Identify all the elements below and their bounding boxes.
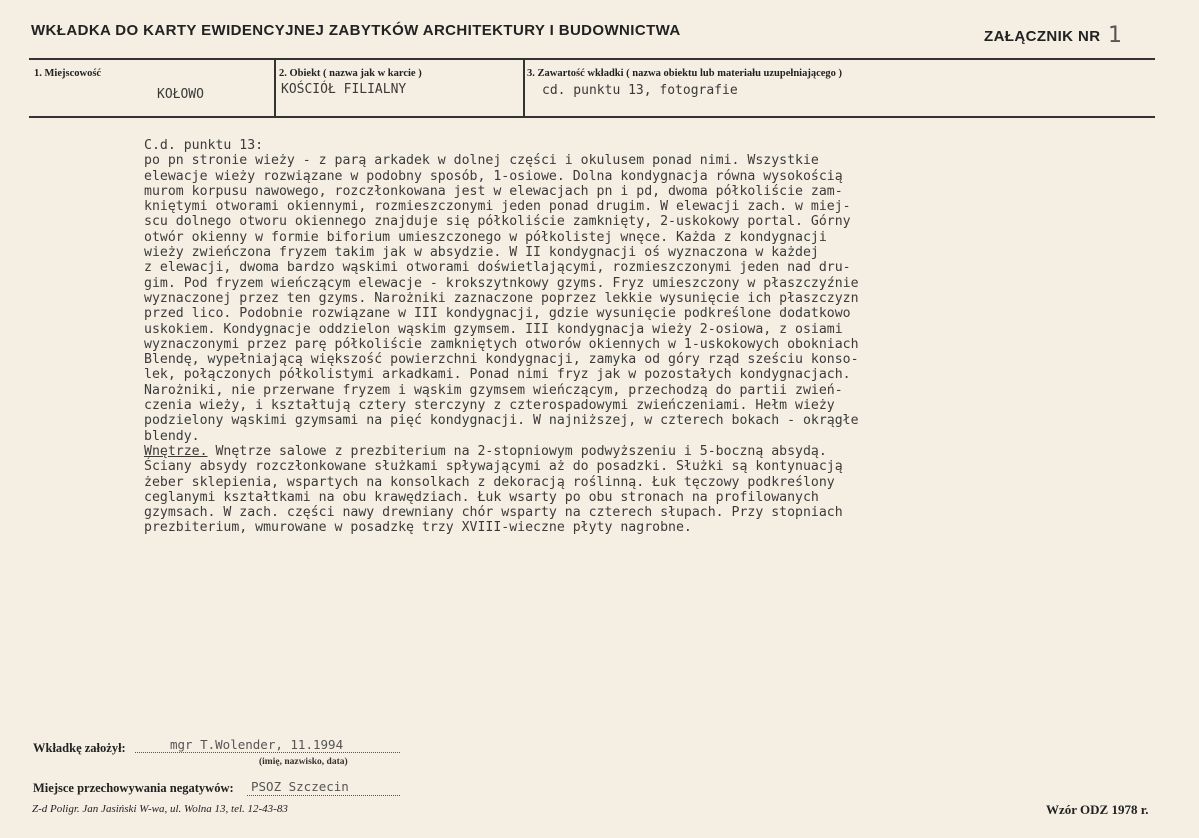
interior-line: gzymsach. W zach. części nawy drewniany chór wsparty na czterech słupach. Przy stopniach: [144, 505, 843, 521]
description-line: wieży zwieńczona fryzem takim jak w absydzie. W II kondygnacji oś wyznaczona w każdej: [144, 245, 819, 261]
description-paragraph: [144, 138, 1044, 444]
negatives-dotted-line: [247, 795, 400, 796]
description-line: po pn stronie wieży - z parą arkadek w dolnej części i okulusem ponad nimi. Wszystkie: [144, 153, 819, 169]
interior-heading: Wnętrze.: [144, 443, 208, 459]
printer-imprint: Z-d Poligr. Jan Jasiński W-wa, ul. Wolna 13, tel. 12-43-83: [32, 803, 288, 815]
author-label: Wkładkę założył:: [33, 741, 126, 755]
object-label: 2. Obiekt ( nazwa jak w karcie ): [279, 68, 422, 79]
interior-line: Ściany absydy rozczłonkowane służkami spływającymi aż do posadzki. Służki są kontynuacją: [144, 459, 843, 475]
interior-line: ceglanymi kształtkami na obu krawędziach. Łuk wsarty po obu stronach na profilowanych: [144, 489, 819, 505]
annex-number: 1: [1108, 23, 1123, 48]
description-line: scu dolnego otworu okiennego znajduje się półkoliście zamknięty, 2-uskokowy portal. Górny: [144, 214, 851, 230]
bottom-rule: [29, 116, 1155, 118]
interior-line: żeber sklepienia, wspartych na konsolkach z dekoracją roślinną. Łuk tęczowy podkreślony: [144, 474, 835, 490]
description-line: elewacje wieży rozwiązane w podobny sposób, 1-osiowe. Dolna kondygnacja równa wysokością: [144, 168, 843, 184]
description-body: [144, 138, 1044, 536]
description-line: uskokiem. Kondygnacje oddzielon wąskim gzymsem. III kondygnacja wieży 2-osiowa, z osiami: [144, 321, 843, 337]
description-line: murom korpusu nawowego, rozczłonkowana jest w elewacjach pn i pd, dwoma półkoliście zam-: [144, 183, 843, 199]
author-dotted-line: [135, 752, 400, 753]
description-line: Blendę, wypełniającą większość powierzchni kondygnacji, zamyka od góry rząd sześciu konso-: [144, 352, 859, 368]
description-line: blendy.: [144, 428, 200, 444]
description-line: kniętymi otworami okiennymi, rozmieszczonymi jeden ponad drugim. W elewacji zach. w miej-: [144, 199, 851, 215]
form-model: Wzór ODZ 1978 r.: [1046, 802, 1149, 817]
annex-label: [984, 22, 1122, 47]
continuation-heading: C.d. punktu 13:: [144, 138, 264, 153]
description-line: z elewacji, dwoma bardzo wąskimi otworami doświetlającymi, rozmieszczonymi jeden nad dru-: [144, 260, 851, 276]
description-line: wyznaczonej przez ten gzyms. Narożniki zaznaczone poprzez lekkie wysunięcie ich płaszczyzn: [144, 290, 859, 306]
description-line: Narożniki, nie przerwane fryzem i wąskim gzymsem wieńczącym, przechodzą do partii zwień-: [144, 382, 843, 398]
object-value: KOŚCIÓŁ FILIALNY: [281, 82, 407, 97]
locality-value: KOŁOWO: [157, 87, 204, 102]
description-line: gim. Pod fryzem wieńczącym elewacje - krokszytnkowy gzyms. Fryz umieszczony w płaszczyźnie: [144, 275, 859, 291]
interior-paragraph-first-line: [144, 444, 1044, 459]
negatives-label: Miejsce przechowywania negatywów:: [33, 781, 234, 795]
author-caption: (imię, nazwisko, data): [259, 757, 348, 767]
interior-line: prezbiterium, wmurowane w posadzkę trzy XVIII-wieczne płyty nagrobne.: [144, 520, 692, 536]
content-label: 3. Zawartość wkładki ( nazwa obiektu lub materiału uzupełniającego ): [527, 68, 843, 79]
author-value: mgr T.Wolender, 11.1994: [170, 737, 344, 752]
top-rule: [29, 58, 1155, 60]
document-title: WKŁADKA DO KARTY EWIDENCYJNEJ ZABYTKÓW ARCHITEKTURY I BUDOWNICTWA: [31, 22, 681, 39]
annex-label-text: ZAŁĄCZNIK NR: [984, 28, 1101, 45]
description-line: otwór okienny w formie biforium umieszczonego w półkolistej wnęce. Każda z kondygnacji: [144, 229, 827, 245]
description-line: lek, połączonych półkolistymi arkadkami. Ponad nimi fryz jak w pozostałych kondygnacjach.: [144, 367, 851, 383]
description-line: podzielony wąskimi gzymsami na pięć kondygnacji. W najniższej, w czterech bokach - okrągłe: [144, 413, 859, 429]
content-value: cd. punktu 13, fotografie: [542, 83, 738, 98]
locality-label: 1. Miejscowość: [34, 68, 102, 79]
column-divider-2: [523, 58, 525, 116]
column-divider-1: [274, 58, 276, 116]
description-line: przed lico. Podobnie rozwiązane w III kondygnacji, gdzie wysunięcie podkreślone dodatkowo: [144, 306, 851, 322]
negatives-value: PSOZ Szczecin: [251, 779, 349, 794]
description-line: czenia wieży, i kształtują cztery sterczyny z czterospadowymi zwieńczeniami. Hełm wieży: [144, 398, 835, 414]
interior-line: Wnętrze salowe z prezbiterium na 2-stopniowym podwyższeniu i 5-boczną absydą.: [207, 443, 827, 459]
description-line: wyznaczonymi przez parę półkoliście zamkniętych otworów okiennych w 1-uskokowych obokniach: [144, 336, 859, 352]
